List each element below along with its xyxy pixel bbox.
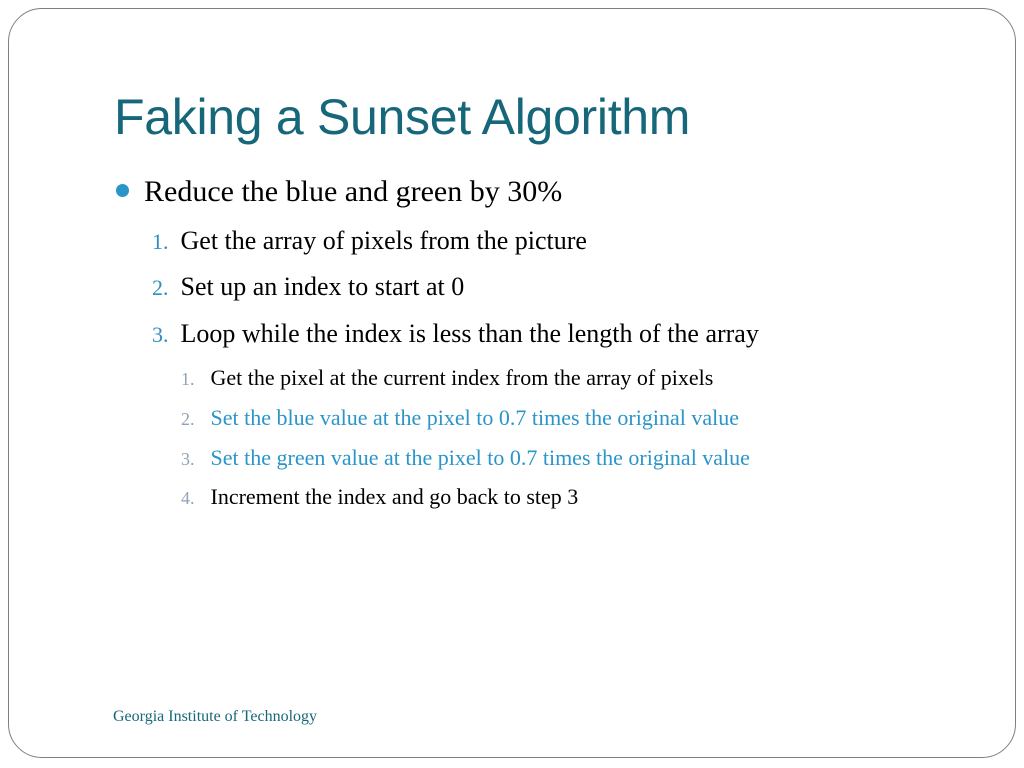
step-item-3 — [152, 316, 759, 353]
substep-text-highlighted: Set the blue value at the pixel to 0.7 times the original value — [210, 405, 739, 430]
substep-text-highlighted: Set the green value at the pixel to 0.7 times the original value — [210, 445, 750, 470]
step-item-2 — [152, 269, 464, 306]
substep-text: Get the pixel at the current index from the array of pixels — [210, 365, 714, 390]
substep-item-4 — [181, 481, 578, 514]
step-text: Get the array of pixels from the picture — [180, 226, 587, 255]
step-text: Loop while the index is less than the length of the array — [180, 319, 759, 348]
bullet-text: Reduce the blue and green by 30% — [144, 175, 563, 208]
substep-item-2 — [181, 402, 739, 435]
step-number: 1. — [152, 229, 169, 254]
step-number: 2. — [152, 275, 169, 300]
substep-item-3 — [181, 442, 750, 475]
substep-item-1 — [181, 362, 713, 395]
substep-number: 1. — [181, 369, 195, 389]
bullet-dot-icon — [116, 184, 129, 197]
step-number: 3. — [152, 322, 169, 347]
bullet-item — [116, 170, 562, 214]
step-item-1 — [152, 223, 587, 260]
substep-text: Increment the index and go back to step 3 — [210, 484, 579, 509]
substep-number: 4. — [181, 488, 195, 508]
step-text: Set up an index to start at 0 — [180, 272, 465, 301]
substep-number: 3. — [181, 449, 195, 469]
slide-title: Faking a Sunset Algorithm — [114, 89, 691, 145]
slide-footer: Georgia Institute of Technology — [113, 708, 318, 725]
substep-number: 2. — [181, 409, 195, 429]
